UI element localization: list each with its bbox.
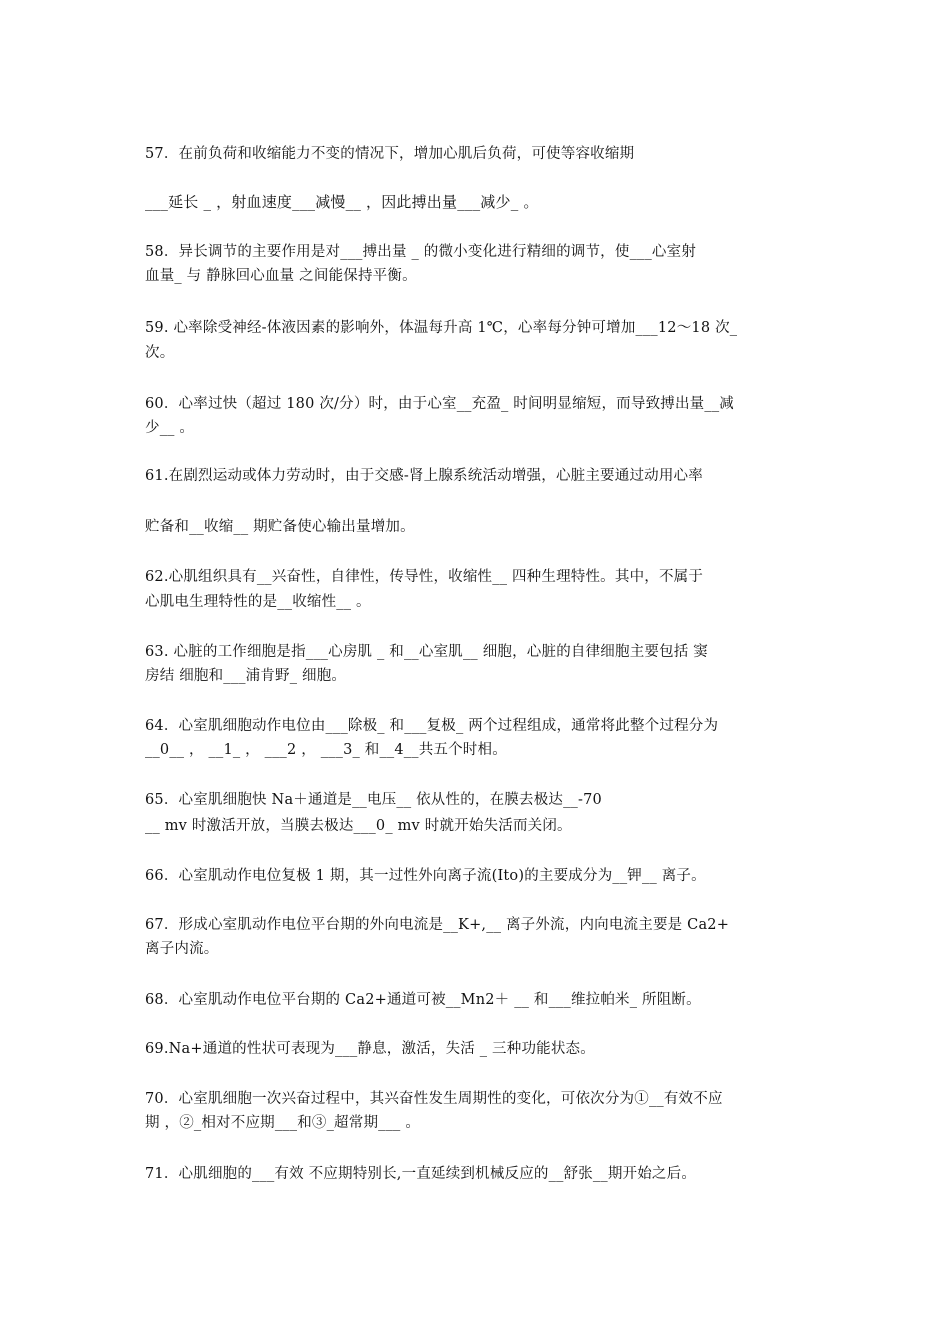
q61-line-1: 61.在剧烈运动或体力劳动时，由于交感-肾上腺系统活动增强，心脏主要通过动用心率 [145,468,703,484]
q63-line-1: 63. 心脏的工作细胞是指___心房肌 _ 和__心室肌__ 细胞，心脏的自律细胞主要包括 窦 [145,644,709,660]
q68-line: 68．心室肌动作电位平台期的 Ca2+通道可被__Mn2＋ __ 和___维拉帕米_ 所阻断。 [145,992,701,1008]
q65-line-1: 65．心室肌细胞快 Na＋通道是__电压__ 依从性的，在膜去极达__-70 [145,792,602,808]
q59-line-2: 次。 [145,345,175,361]
q67-line-1: 67．形成心室肌动作电位平台期的外向电流是__K+,__ 离子外流，内向电流主要是 Ca2+ [145,917,730,933]
q58-line-1: 58．异长调节的主要作用是对___搏出量 _ 的微小变化进行精细的调节，使___心室射 [145,244,697,260]
q57-line-1: 57．在前负荷和收缩能力不变的情况下，增加心肌后负荷，可使等容收缩期 [145,146,635,162]
q63-line-2: 房结 细胞和___浦肯野_ 细胞。 [145,668,347,684]
q65-line-2: __ mv 时激活开放，当膜去极达___0_ mv 时就开始失活而关闭。 [145,818,572,834]
q62-line-2: 心肌电生理特性的是__收缩性__ 。 [145,594,371,610]
q60-line-2: 少__ 。 [145,420,195,436]
q57-line-2: ___延长 _ ，射血速度___减慢__ ，因此搏出量___减少_ 。 [145,193,539,211]
q59-line-1: 59. 心率除受神经-体液因素的影响外，体温每升高 1℃，心率每分钟可增加___12～18 次_ [145,320,738,336]
q64-line-2: __0__ ， __1_ ， ___2 ， ___3_ 和__4__共五个时相。 [145,742,507,758]
q58-line-2: 血量_ 与 静脉回心血量 之间能保持平衡。 [145,268,417,284]
q71-line: 71．心肌细胞的___有效 不应期特别长,一直延续到机械反应的__舒张__期开始之后。 [145,1166,697,1182]
q62-line-1: 62.心肌组织具有__兴奋性，自律性，传导性，收缩性__ 四种生理特性。其中，不属于 [145,569,704,585]
q66-line: 66．心室肌动作电位复极 1 期，其一过性外向离子流(Ito)的主要成分为__钾__ 离子。 [145,868,706,884]
q61-line-2: 贮备和__收缩__ 期贮备使心输出量增加。 [145,519,415,535]
q69-line: 69.Na+通道的性状可表现为___静息，激活，失活 _ 三种功能状态。 [145,1041,595,1057]
q70-line-2: 期 ，②_相对不应期___和③_超常期___ 。 [145,1115,421,1131]
q60-line-1: 60．心率过快（超过 180 次/分）时，由于心室__充盈_ 时间明显缩短，而导致搏出量__减 [145,396,734,412]
q70-line-1: 70．心室肌细胞一次兴奋过程中，其兴奋性发生周期性的变化，可依次分为①__有效不应 [145,1091,723,1107]
q67-line-2: 离子内流。 [145,941,219,957]
q64-line-1: 64．心室肌细胞动作电位由___除极_ 和___复极_ 两个过程组成，通常将此整个过程分为 [145,718,719,734]
